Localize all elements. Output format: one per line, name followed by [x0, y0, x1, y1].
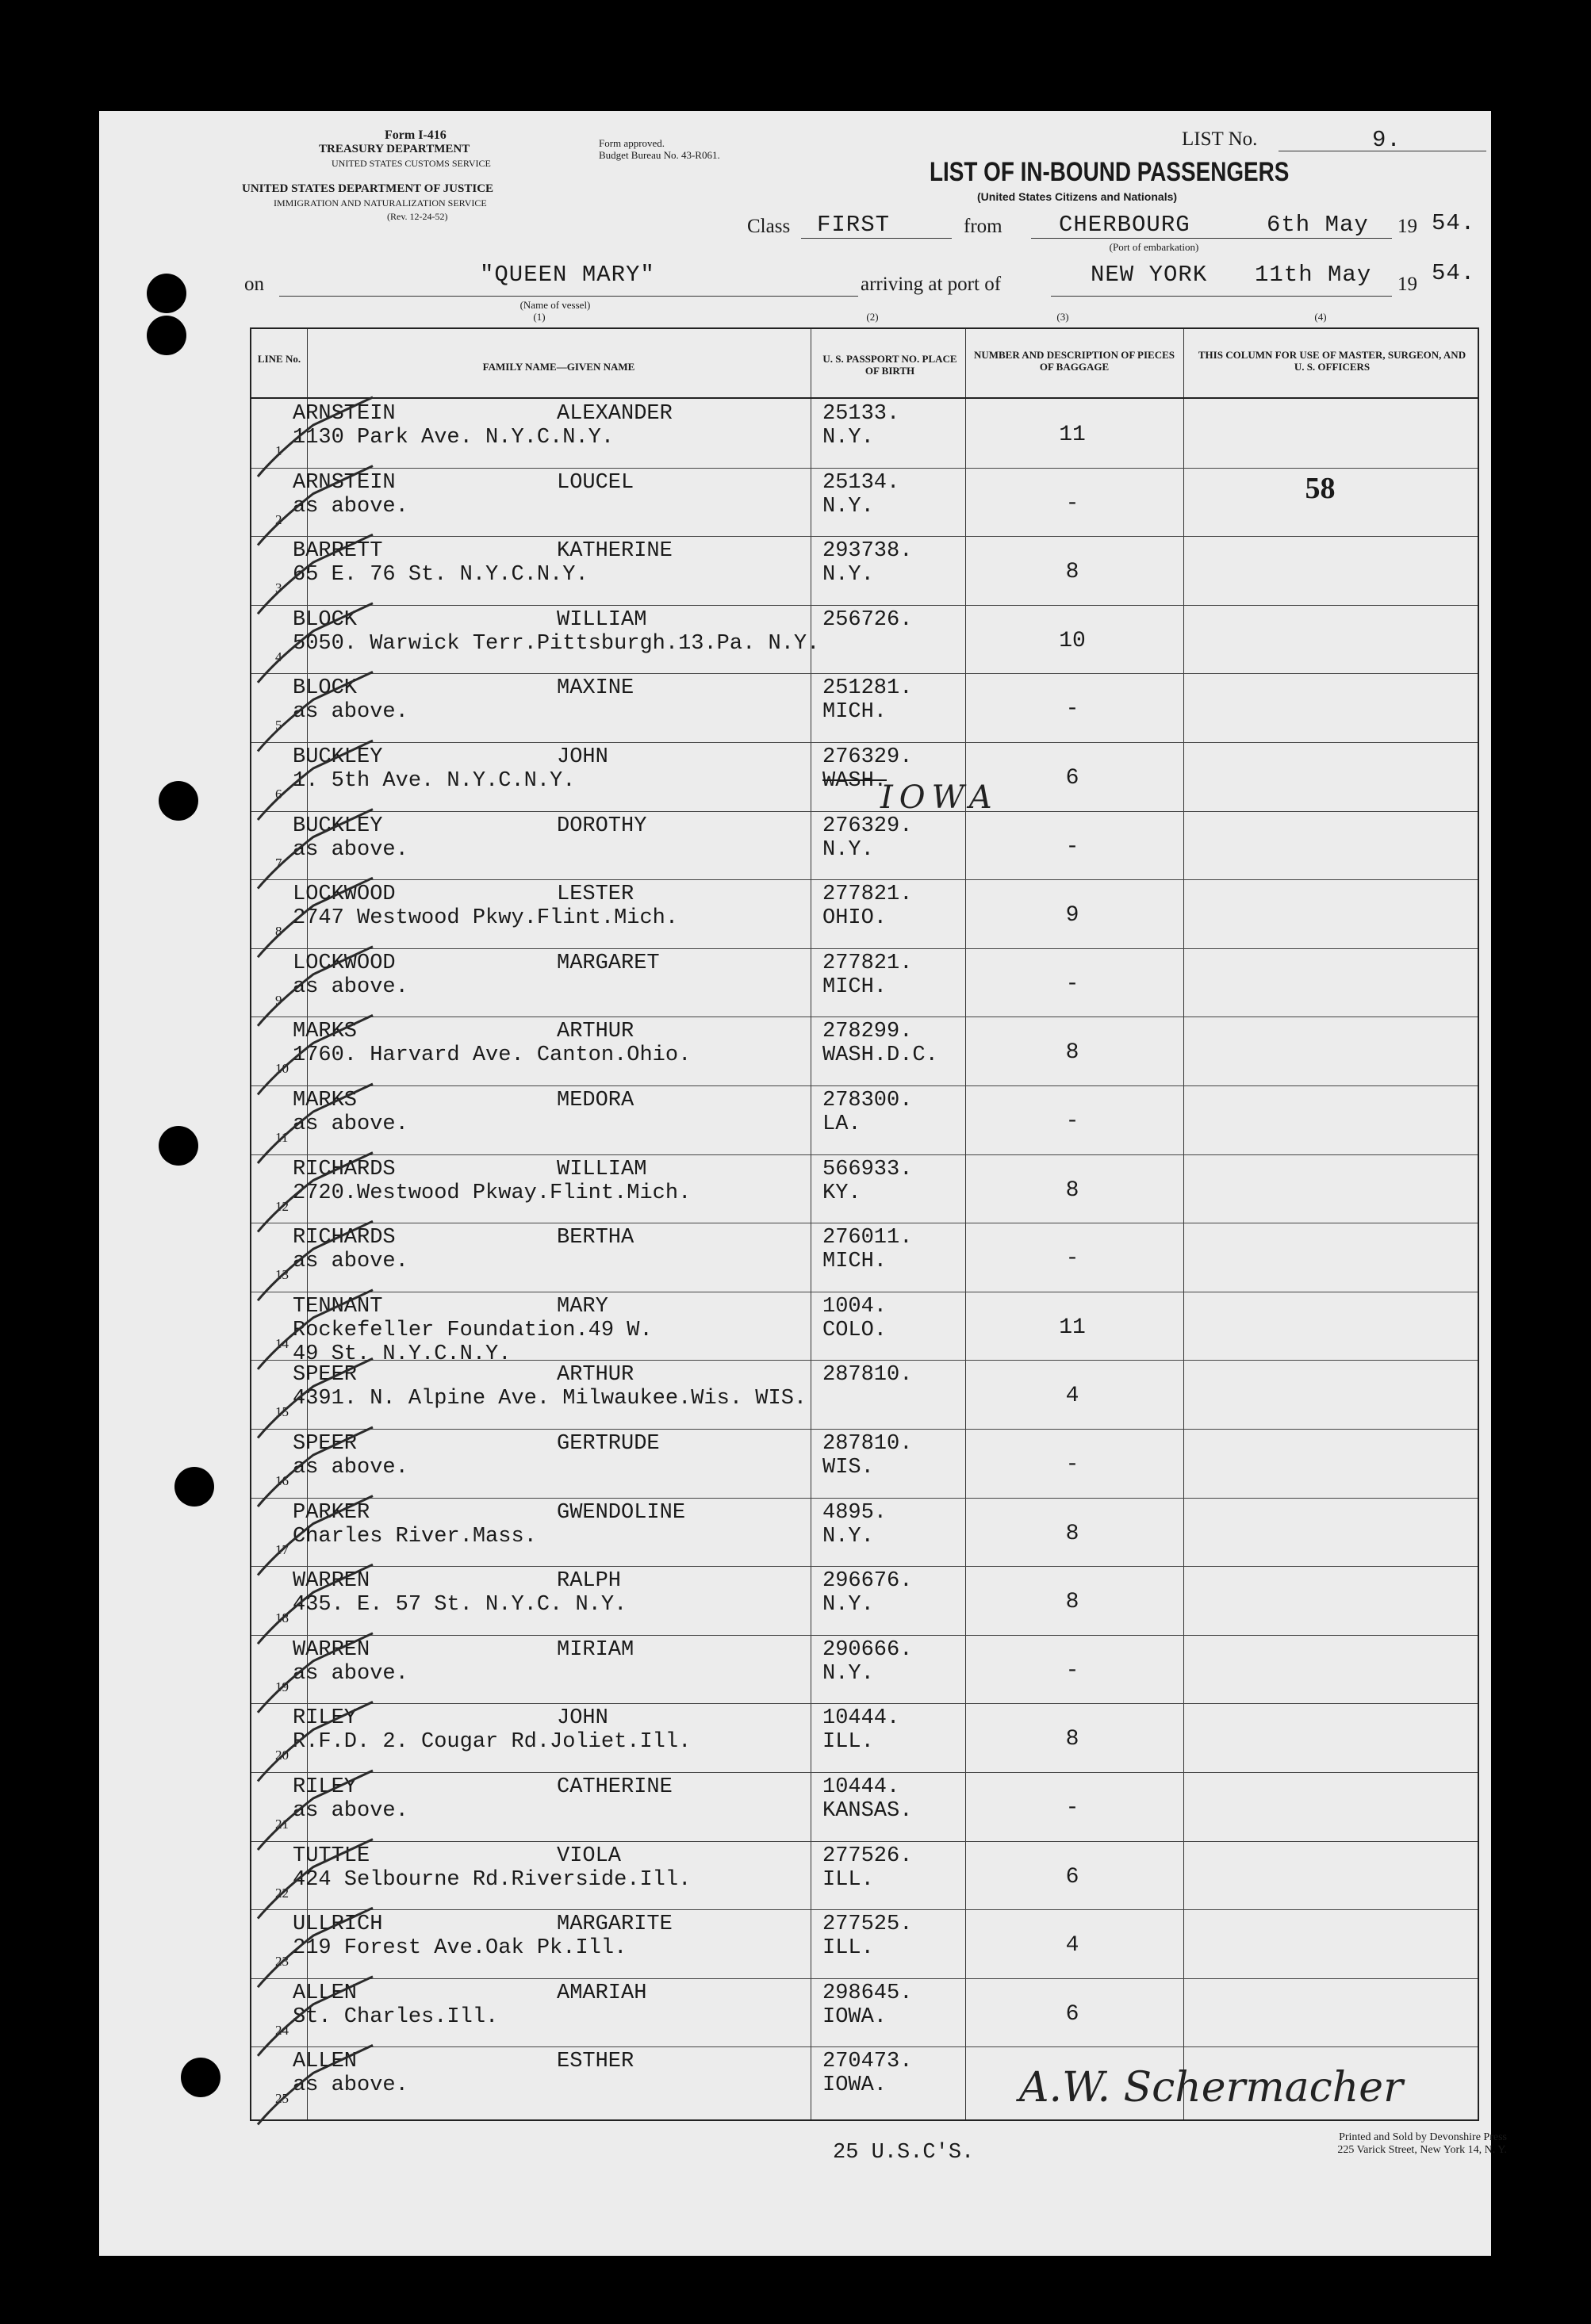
place-of-birth: WIS. — [822, 1456, 874, 1480]
address: as above. — [293, 974, 408, 999]
family-name: RILEY — [293, 1706, 358, 1731]
table-row — [251, 1154, 1569, 1223]
address: as above. — [293, 494, 408, 519]
table-row — [251, 536, 1569, 605]
form-title: LIST OF IN-BOUND PASSENGERS — [930, 157, 1290, 187]
class-line — [801, 238, 952, 239]
baggage-count: 8 — [1065, 1040, 1079, 1066]
place-of-birth: OHIO. — [822, 906, 888, 931]
arriving-label: arriving at port of — [861, 274, 1002, 295]
given-name: MARY — [557, 1294, 608, 1319]
line-number: 17 — [275, 1541, 289, 1557]
passport-number: 270473. — [822, 2050, 913, 2074]
passport-number: 278299. — [822, 1020, 913, 1044]
from-label: from — [964, 216, 1003, 237]
place-of-birth: N.Y. — [822, 494, 874, 519]
family-name: ARNSTEIN — [293, 470, 396, 495]
list-no-value: 9. — [1372, 127, 1401, 153]
address: as above. — [293, 700, 408, 725]
address: 5050. Warwick Terr.Pittsburgh.13.Pa. N.Y. — [293, 631, 820, 656]
form-subtitle: (United States Citizens and Nationals) — [977, 190, 1178, 203]
table-row — [251, 1978, 1569, 2047]
line-number: 3 — [275, 580, 282, 596]
line-number: 23 — [275, 1954, 289, 1970]
address: 435. E. 57 St. N.Y.C. N.Y. — [293, 1593, 627, 1618]
table-row — [251, 1703, 1569, 1772]
passport-number: 296676. — [822, 1569, 913, 1594]
officer-signature: A.W. Schermacher — [1019, 2064, 1403, 2112]
passport-birthplace — [822, 1226, 912, 1273]
table-row — [251, 948, 1569, 1017]
year-value: 54. — [1432, 210, 1476, 236]
line-number: 1 — [275, 443, 282, 458]
baggage-count: 6 — [1065, 766, 1079, 791]
place-of-birth: ILL. — [822, 1936, 874, 1961]
passport-birthplace — [822, 676, 912, 724]
address: as above. — [293, 2073, 408, 2098]
passport-birthplace — [822, 1844, 912, 1892]
given-name: JOHN — [557, 745, 608, 769]
baggage-count: 8 — [1065, 1727, 1079, 1752]
family-name: MARKS — [293, 1020, 358, 1044]
family-name: PARKER — [293, 1500, 370, 1525]
baggage-count: - — [1065, 1658, 1079, 1683]
passport-birthplace — [822, 883, 912, 930]
given-name: MIRIAM — [557, 1637, 634, 1662]
budget-bureau: Budget Bureau No. 43-R061. — [599, 149, 720, 161]
punch-hole — [159, 1126, 198, 1166]
given-name: WILLIAM — [557, 607, 647, 632]
place-of-birth: KY. — [822, 1181, 861, 1205]
given-name: LOUCEL — [557, 470, 634, 495]
from-value: CHERBOURG — [1059, 212, 1190, 238]
family-name: RILEY — [293, 1775, 358, 1799]
passenger-name-address — [293, 1638, 408, 1686]
family-name: WARREN — [293, 1569, 370, 1594]
baggage-count: 6 — [1065, 1864, 1079, 1889]
printer-line-2: 225 Varick Street, New York 14, N. Y. — [1337, 2144, 1507, 2156]
line-number: 7 — [275, 855, 282, 871]
address: Rockefeller Foundation.49 W. 49 St. N.Y.C.N.Y. — [293, 1318, 653, 1366]
table-row — [251, 1498, 1569, 1567]
line-number: 6 — [275, 787, 282, 802]
table-row — [251, 811, 1569, 880]
baggage-count: 11 — [1059, 423, 1086, 447]
place-of-birth: LA. — [822, 1112, 861, 1136]
year-value-2: 54. — [1432, 260, 1476, 286]
line-number: 20 — [275, 1748, 289, 1763]
passport-number: 277821. — [822, 951, 913, 975]
given-name: MARGARET — [557, 951, 660, 975]
passport-birthplace — [822, 1432, 912, 1480]
table-row — [251, 1223, 1569, 1292]
col-header-line: LINE No. — [257, 353, 301, 365]
place-of-birth: MICH. — [822, 1250, 888, 1274]
address: 2720.Westwood Pkway.Flint.Mich. — [293, 1181, 692, 1205]
given-name: ARTHUR — [557, 1363, 634, 1388]
baggage-count: 11 — [1059, 1315, 1086, 1340]
passenger-name-address — [293, 1844, 691, 1892]
place-of-birth: WASH. — [822, 769, 888, 793]
passport-number: 276329. — [822, 814, 913, 838]
family-name: BARRETT — [293, 539, 383, 564]
baggage-count: - — [1065, 491, 1079, 516]
class-label: Class — [747, 216, 791, 237]
family-name: TUTTLE — [293, 1844, 370, 1868]
col-marker-1: (1) — [533, 311, 546, 323]
baggage-count: - — [1065, 834, 1079, 860]
passport-birthplace — [822, 1912, 912, 1960]
form-number: Form I-416 — [385, 128, 447, 142]
list-no-label: LIST No. — [1182, 128, 1258, 150]
passport-birthplace — [822, 1638, 912, 1686]
passport-number: 277821. — [822, 883, 913, 907]
table-row — [251, 1429, 1569, 1498]
customs-service: UNITED STATES CUSTOMS SERVICE — [332, 158, 491, 169]
line-number: 2 — [275, 511, 282, 527]
passport-birthplace — [822, 2050, 912, 2097]
printer-line-1: Printed and Sold by Devonshire Press — [1339, 2131, 1507, 2143]
table-row — [251, 399, 1569, 468]
address: 219 Forest Ave.Oak Pk.Ill. — [293, 1936, 627, 1961]
address: 4391. N. Alpine Ave. Milwaukee.Wis. WIS. — [293, 1387, 807, 1411]
passport-birthplace — [822, 1706, 899, 1754]
address: 1. 5th Ave. N.Y.C.N.Y. — [293, 769, 576, 793]
place-of-birth: MICH. — [822, 974, 888, 999]
given-name: MARGARITE — [557, 1912, 673, 1937]
table-row — [251, 1841, 1569, 1910]
passenger-name-address — [293, 745, 575, 793]
address: St. Charles.Ill. — [293, 2004, 499, 2029]
baggage-count: 8 — [1065, 560, 1079, 585]
arrival-date: 11th May — [1255, 262, 1372, 288]
baggage-count: - — [1065, 971, 1079, 997]
table-row — [251, 1635, 1569, 1704]
place-of-birth: N.Y. — [822, 1524, 874, 1549]
line-number: 4 — [275, 649, 282, 664]
passenger-name-address — [293, 1363, 807, 1411]
place-of-birth: N.Y. — [822, 837, 874, 862]
handwritten-correction: IOWA — [880, 779, 999, 816]
family-name: ULLRICH — [293, 1912, 383, 1937]
passport-number: 566933. — [822, 1157, 913, 1181]
line-number: 5 — [275, 718, 282, 733]
passport-number: 277525. — [822, 1912, 913, 1937]
family-name: LOCKWOOD — [293, 883, 396, 907]
baggage-count: - — [1065, 1796, 1079, 1821]
table-row — [251, 468, 1569, 537]
given-name: AMARIAH — [557, 1981, 647, 2005]
passport-number: 251281. — [822, 676, 913, 701]
passport-number: 10444. — [822, 1775, 900, 1799]
line-number: 19 — [275, 1679, 289, 1694]
table-row — [251, 879, 1569, 948]
table-row — [251, 1909, 1569, 1978]
baggage-count: 4 — [1065, 1384, 1079, 1409]
passenger-name-address — [293, 2050, 408, 2097]
punch-hole — [174, 1467, 214, 1507]
table-row — [251, 1360, 1569, 1429]
passenger-name-address — [293, 1501, 537, 1549]
table-row — [251, 1085, 1569, 1154]
line-number: 16 — [275, 1473, 289, 1488]
family-name: ALLEN — [293, 2050, 358, 2074]
family-name: ARNSTEIN — [293, 402, 396, 426]
table-row — [251, 605, 1569, 674]
passport-number: 298645. — [822, 1981, 913, 2005]
total-count: 25 U.S.C'S. — [833, 2141, 975, 2165]
address: 2747 Westwood Pkwy.Flint.Mich. — [293, 906, 679, 931]
given-name: MEDORA — [557, 1089, 634, 1112]
punch-hole — [147, 316, 186, 355]
punch-hole — [181, 2058, 220, 2097]
table-row — [251, 1566, 1569, 1635]
year-prefix-2: 19 — [1397, 274, 1417, 295]
given-name: LESTER — [557, 883, 634, 907]
baggage-count: 6 — [1065, 2001, 1079, 2027]
family-name: ALLEN — [293, 1981, 358, 2005]
address: as above. — [293, 1799, 408, 1823]
place-of-birth: N.Y. — [822, 563, 874, 588]
col-marker-4: (4) — [1314, 311, 1327, 323]
passport-number: 276011. — [822, 1226, 913, 1250]
address: 1130 Park Ave. N.Y.C.N.Y. — [293, 426, 615, 450]
passport-birthplace — [822, 951, 912, 999]
place-of-birth: IOWA. — [822, 2004, 888, 2029]
line-number: 24 — [275, 2022, 289, 2038]
place-of-birth: MICH. — [822, 700, 888, 725]
given-name: ESTHER — [557, 2050, 634, 2074]
passport-number: 1004. — [822, 1294, 888, 1319]
passport-birthplace — [822, 539, 912, 587]
passport-birthplace — [822, 1775, 912, 1823]
passenger-name-address — [293, 951, 408, 999]
passport-birthplace — [822, 1501, 887, 1549]
family-name: MARKS — [293, 1089, 358, 1112]
passport-birthplace — [822, 1020, 938, 1067]
address: Charles River.Mass. — [293, 1524, 537, 1549]
line-number: 11 — [275, 1130, 289, 1145]
arrival-line — [1051, 296, 1392, 297]
passenger-name-address — [293, 1981, 498, 2029]
passport-number: 293738. — [822, 539, 913, 564]
passport-birthplace — [822, 1363, 912, 1387]
passport-birthplace — [822, 1158, 912, 1205]
passenger-name-address — [293, 1226, 408, 1273]
arrival-port: NEW YORK — [1091, 262, 1208, 288]
given-name: VIOLA — [557, 1844, 622, 1868]
given-name: GWENDOLINE — [557, 1500, 686, 1525]
passport-number: 10444. — [822, 1706, 900, 1731]
line-number: 22 — [275, 1885, 289, 1901]
address: as above. — [293, 1456, 408, 1480]
given-name: WILLIAM — [557, 1157, 647, 1181]
form-approved: Form approved. — [599, 137, 665, 149]
address: 424 Selbourne Rd.Riverside.Ill. — [293, 1867, 692, 1892]
given-name: MAXINE — [557, 676, 634, 701]
col-marker-2: (2) — [866, 311, 879, 323]
officer-note: 58 — [1305, 471, 1336, 505]
family-name: BUCKLEY — [293, 814, 383, 838]
address: as above. — [293, 1112, 408, 1136]
passport-number: 4895. — [822, 1500, 888, 1525]
passenger-name-address — [293, 1775, 408, 1823]
place-of-birth: N.Y. — [822, 426, 874, 450]
table-row — [251, 1772, 1569, 1841]
col-header-passport: U. S. PASSPORT NO. PLACE OF BIRTH — [822, 353, 957, 377]
passport-number: 277526. — [822, 1844, 913, 1868]
address: as above. — [293, 837, 408, 862]
baggage-count: 10 — [1059, 628, 1086, 653]
family-name: LOCKWOOD — [293, 951, 396, 975]
passport-number: 287810. — [822, 1432, 913, 1456]
passenger-name-address — [293, 814, 408, 862]
vessel-line — [279, 296, 858, 297]
table-row — [251, 1292, 1569, 1366]
family-name: SPEER — [293, 1432, 358, 1456]
embark-date: 6th May — [1267, 212, 1369, 238]
address: 65 E. 76 St. N.Y.C.N.Y. — [293, 563, 588, 588]
from-line — [1031, 238, 1392, 239]
given-name: GERTRUDE — [557, 1432, 660, 1456]
passport-number: 278300. — [822, 1089, 913, 1112]
baggage-count: - — [1065, 697, 1079, 722]
department: TREASURY DEPARTMENT — [319, 143, 470, 155]
on-label: on — [244, 274, 264, 295]
passenger-table — [250, 327, 1479, 2121]
punch-hole — [159, 781, 198, 821]
passport-birthplace — [822, 1295, 887, 1342]
passport-number: 276329. — [822, 745, 913, 769]
given-name: RALPH — [557, 1569, 622, 1594]
baggage-count: 9 — [1065, 903, 1079, 928]
baggage-count: 8 — [1065, 1177, 1079, 1203]
address: as above. — [293, 1250, 408, 1274]
place-of-birth: ILL. — [822, 1730, 874, 1755]
class-value: FIRST — [817, 212, 891, 238]
line-number: 8 — [275, 924, 282, 940]
printer-credit — [1158, 2131, 1507, 2157]
place-of-birth: WASH.D.C. — [822, 1043, 938, 1068]
line-number: 21 — [275, 1817, 289, 1832]
passport-birthplace — [822, 608, 912, 632]
family-name: TENNANT — [293, 1294, 383, 1319]
place-of-birth: ILL. — [822, 1867, 874, 1892]
passport-birthplace — [822, 1089, 912, 1136]
justice-department: UNITED STATES DEPARTMENT OF JUSTICE — [242, 182, 494, 195]
passport-number: 25133. — [822, 402, 900, 426]
passport-number: 290666. — [822, 1637, 913, 1662]
baggage-count: 8 — [1065, 1521, 1079, 1546]
passenger-name-address — [293, 471, 408, 519]
family-name: RICHARDS — [293, 1226, 396, 1250]
line-number: 25 — [275, 2091, 289, 2107]
line-number: 14 — [275, 1335, 289, 1351]
given-name: BERTHA — [557, 1226, 634, 1250]
family-name: BLOCK — [293, 607, 358, 632]
passenger-name-address — [293, 1089, 408, 1136]
ins-service: IMMIGRATION AND NATURALIZATION SERVICE — [274, 197, 487, 209]
passport-birthplace — [822, 471, 899, 519]
passenger-name-address — [293, 676, 408, 724]
given-name: CATHERINE — [557, 1775, 673, 1799]
vessel-label: (Name of vessel) — [519, 299, 591, 311]
line-number: 15 — [275, 1404, 289, 1420]
baggage-count: - — [1065, 1109, 1079, 1134]
address: 1760. Harvard Ave. Canton.Ohio. — [293, 1043, 692, 1068]
table-row — [251, 1017, 1569, 1085]
passport-number: 256726. — [822, 607, 913, 632]
col-header-baggage: NUMBER AND DESCRIPTION OF PIECES OF BAGGAGE — [973, 349, 1175, 373]
baggage-count: 8 — [1065, 1590, 1079, 1615]
line-number: 9 — [275, 992, 282, 1008]
col-header-officers: THIS COLUMN FOR USE OF MASTER, SURGEON, AND U. S. OFFICERS — [1198, 349, 1466, 373]
family-name: WARREN — [293, 1637, 370, 1662]
passenger-name-address — [293, 1432, 408, 1480]
passport-birthplace — [822, 1981, 912, 2029]
punch-hole — [147, 274, 186, 313]
line-number: 18 — [275, 1610, 289, 1626]
vessel-name: "QUEEN MARY" — [480, 262, 655, 288]
place-of-birth: COLO. — [822, 1318, 888, 1342]
place-of-birth: KANSAS. — [822, 1799, 913, 1823]
address: R.F.D. 2. Cougar Rd.Joliet.Ill. — [293, 1730, 692, 1755]
col-header-name: FAMILY NAME—GIVEN NAME — [482, 361, 635, 373]
passenger-name-address — [293, 539, 588, 587]
baggage-count: - — [1065, 1453, 1079, 1477]
family-name: BUCKLEY — [293, 745, 383, 769]
year-prefix: 19 — [1397, 216, 1417, 237]
line-number: 10 — [275, 1061, 289, 1077]
address: as above. — [293, 1661, 408, 1686]
place-of-birth: IOWA. — [822, 2073, 888, 2098]
family-name: SPEER — [293, 1363, 358, 1388]
line-number: 13 — [275, 1267, 289, 1283]
table-row — [251, 673, 1569, 742]
place-of-birth: N.Y. — [822, 1661, 874, 1686]
revision: (Rev. 12-24-52) — [387, 211, 448, 222]
family-name: RICHARDS — [293, 1157, 396, 1181]
passport-number: 25134. — [822, 470, 900, 495]
col-marker-3: (3) — [1056, 311, 1069, 323]
baggage-count: 4 — [1065, 1933, 1079, 1958]
passport-number: 287810. — [822, 1363, 913, 1388]
given-name: JOHN — [557, 1706, 608, 1731]
given-name: KATHERINE — [557, 539, 673, 564]
passport-birthplace — [822, 814, 912, 862]
family-name: BLOCK — [293, 676, 358, 701]
passport-birthplace — [822, 1569, 912, 1617]
passenger-name-address — [293, 1706, 691, 1754]
baggage-count: - — [1065, 1246, 1079, 1272]
port-embark-label: (Port of embarkation) — [1109, 241, 1199, 253]
line-number: 12 — [275, 1198, 289, 1214]
passport-birthplace — [822, 402, 899, 450]
given-name: ARTHUR — [557, 1020, 634, 1044]
place-of-birth: N.Y. — [822, 1593, 874, 1618]
given-name: ALEXANDER — [557, 402, 673, 426]
given-name: DOROTHY — [557, 814, 647, 838]
